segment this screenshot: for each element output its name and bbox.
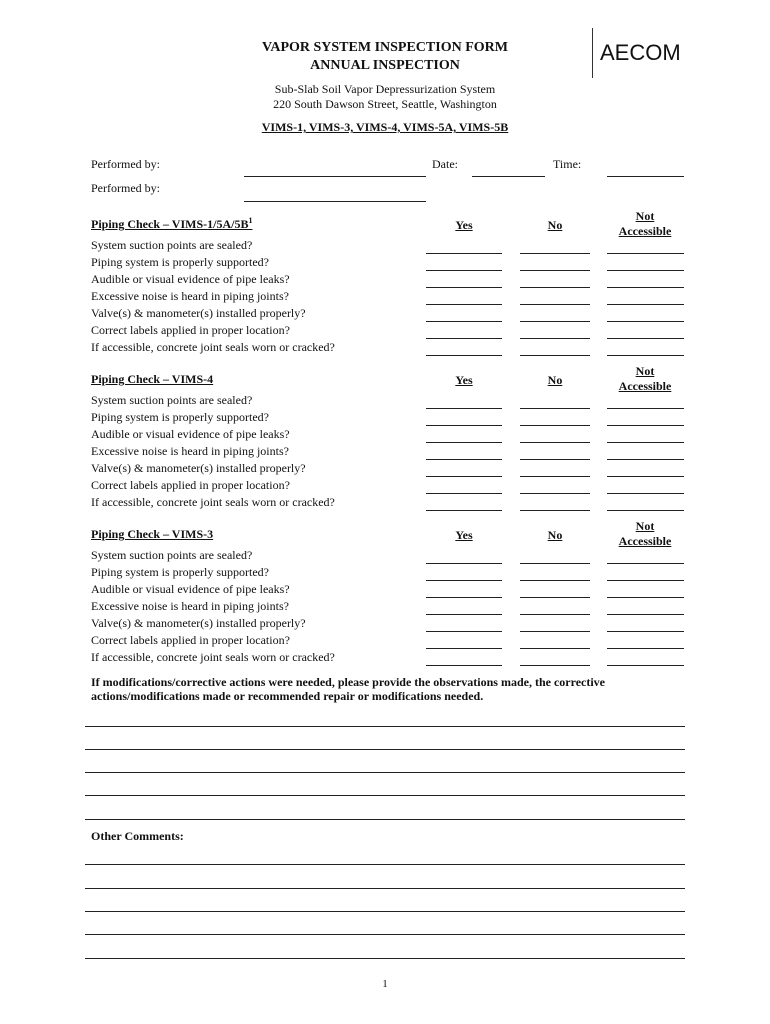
yes-answer-line[interactable] (426, 665, 502, 666)
not-accessible-answer-line[interactable] (607, 580, 684, 581)
not-accessible-answer-line[interactable] (607, 304, 684, 305)
yes-answer-line[interactable] (426, 338, 502, 339)
site-address: 220 South Dawson Street, Seattle, Washington (273, 97, 497, 111)
checklist-item: Correct labels applied in proper location? (91, 323, 290, 337)
no-answer-line[interactable] (520, 459, 590, 460)
section-title-text: Piping Check – VIMS-4 (91, 372, 214, 386)
yes-answer-line[interactable] (426, 648, 502, 649)
no-answer-line[interactable] (520, 563, 590, 564)
performed-by-field-2[interactable] (244, 201, 426, 202)
yes-answer-line[interactable] (426, 425, 502, 426)
checklist-item: If accessible, concrete joint seals worn or cracked? (91, 495, 335, 509)
checklist-item: Correct labels applied in proper location? (91, 478, 290, 492)
column-header-accessible: Accessible (618, 534, 672, 548)
comments-line[interactable] (85, 888, 685, 889)
yes-answer-line[interactable] (426, 287, 502, 288)
checklist-item: System suction points are sealed? (91, 548, 253, 562)
column-header-accessible: Accessible (618, 224, 672, 238)
no-answer-line[interactable] (520, 253, 590, 254)
column-header-not: Not (635, 364, 655, 378)
not-accessible-answer-line[interactable] (607, 355, 684, 356)
performed-by-field-1[interactable] (244, 176, 426, 177)
yes-answer-line[interactable] (426, 597, 502, 598)
comments-line[interactable] (85, 911, 685, 912)
column-header-no: No (547, 528, 563, 542)
column-header-not: Not (635, 209, 655, 223)
checklist-item: Audible or visual evidence of pipe leaks? (91, 582, 290, 596)
not-accessible-answer-line[interactable] (607, 631, 684, 632)
not-accessible-answer-line[interactable] (607, 563, 684, 564)
column-header-yes: Yes (455, 373, 473, 387)
no-answer-line[interactable] (520, 648, 590, 649)
checklist-item: Excessive noise is heard in piping joints? (91, 599, 289, 613)
performed-by-label-2: Performed by: (91, 181, 160, 195)
form-subtitle-title: ANNUAL INSPECTION (310, 58, 460, 73)
checklist-item: Audible or visual evidence of pipe leaks? (91, 427, 290, 441)
no-answer-line[interactable] (520, 408, 590, 409)
not-accessible-answer-line[interactable] (607, 665, 684, 666)
yes-answer-line[interactable] (426, 408, 502, 409)
modifications-line[interactable] (85, 819, 685, 820)
checklist-item: System suction points are sealed? (91, 393, 253, 407)
no-answer-line[interactable] (520, 631, 590, 632)
not-accessible-answer-line[interactable] (607, 648, 684, 649)
no-answer-line[interactable] (520, 614, 590, 615)
yes-answer-line[interactable] (426, 631, 502, 632)
section-title (91, 371, 213, 387)
checklist-item: Audible or visual evidence of pipe leaks? (91, 272, 290, 286)
not-accessible-answer-line[interactable] (607, 442, 684, 443)
yes-answer-line[interactable] (426, 270, 502, 271)
no-answer-line[interactable] (520, 321, 590, 322)
no-answer-line[interactable] (520, 597, 590, 598)
modifications-instruction-line1: If modifications/corrective actions were needed, please provide the observations made, the corrective (91, 675, 606, 689)
logo-divider (592, 28, 593, 78)
yes-answer-line[interactable] (426, 321, 502, 322)
modifications-line[interactable] (85, 772, 685, 773)
modifications-line[interactable] (85, 749, 685, 750)
yes-answer-line[interactable] (426, 510, 502, 511)
not-accessible-answer-line[interactable] (607, 253, 684, 254)
no-answer-line[interactable] (520, 355, 590, 356)
yes-answer-line[interactable] (426, 476, 502, 477)
not-accessible-answer-line[interactable] (607, 321, 684, 322)
yes-answer-line[interactable] (426, 493, 502, 494)
not-accessible-answer-line[interactable] (607, 510, 684, 511)
not-accessible-answer-line[interactable] (607, 287, 684, 288)
no-answer-line[interactable] (520, 580, 590, 581)
modifications-line[interactable] (85, 795, 685, 796)
yes-answer-line[interactable] (426, 563, 502, 564)
systems-list: VIMS-1, VIMS-3, VIMS-4, VIMS-5A, VIMS-5B (261, 120, 509, 134)
section-title-text: Piping Check – VIMS-3 (91, 527, 214, 541)
comments-line[interactable] (85, 864, 685, 865)
column-header-yes: Yes (455, 218, 473, 232)
yes-answer-line[interactable] (426, 442, 502, 443)
date-label: Date: (432, 157, 458, 171)
no-answer-line[interactable] (520, 510, 590, 511)
column-header-accessible: Accessible (618, 379, 672, 393)
modifications-instruction-line2: actions/modifications made or recommended repair or modifications needed. (91, 689, 484, 703)
performed-by-label-1: Performed by: (91, 157, 160, 171)
checklist-item: Piping system is properly supported? (91, 565, 269, 579)
not-accessible-answer-line[interactable] (607, 614, 684, 615)
aecom-logo: AECOM (600, 40, 681, 65)
yes-answer-line[interactable] (426, 355, 502, 356)
no-answer-line[interactable] (520, 442, 590, 443)
section-footnote-marker: 1 (248, 216, 253, 225)
comments-line[interactable] (85, 958, 685, 959)
no-answer-line[interactable] (520, 270, 590, 271)
not-accessible-answer-line[interactable] (607, 338, 684, 339)
no-answer-line[interactable] (520, 304, 590, 305)
checklist-item: If accessible, concrete joint seals worn or cracked? (91, 340, 335, 354)
column-header-no: No (547, 373, 563, 387)
yes-answer-line[interactable] (426, 580, 502, 581)
checklist-item: System suction points are sealed? (91, 238, 253, 252)
checklist-item: Piping system is properly supported? (91, 410, 269, 424)
column-header-not: Not (635, 519, 655, 533)
checklist-item: Piping system is properly supported? (91, 255, 269, 269)
not-accessible-answer-line[interactable] (607, 425, 684, 426)
no-answer-line[interactable] (520, 425, 590, 426)
not-accessible-answer-line[interactable] (607, 493, 684, 494)
other-comments-label: Other Comments: (91, 829, 184, 843)
time-field[interactable] (607, 176, 684, 177)
no-answer-line[interactable] (520, 493, 590, 494)
form-title: VAPOR SYSTEM INSPECTION FORM (262, 40, 508, 55)
modifications-line[interactable] (85, 726, 685, 727)
not-accessible-answer-line[interactable] (607, 597, 684, 598)
date-field[interactable] (472, 176, 545, 177)
not-accessible-answer-line[interactable] (607, 476, 684, 477)
time-label: Time: (553, 157, 582, 171)
yes-answer-line[interactable] (426, 459, 502, 460)
not-accessible-answer-line[interactable] (607, 459, 684, 460)
yes-answer-line[interactable] (426, 253, 502, 254)
no-answer-line[interactable] (520, 665, 590, 666)
column-header-no: No (547, 218, 563, 232)
page-number: 1 (382, 978, 388, 990)
column-header-yes: Yes (455, 528, 473, 542)
checklist-item: If accessible, concrete joint seals worn or cracked? (91, 650, 335, 664)
checklist-item: Valve(s) & manometer(s) installed properly? (91, 616, 306, 630)
checklist-item: Correct labels applied in proper location? (91, 633, 290, 647)
system-name: Sub-Slab Soil Vapor Depressurization System (274, 82, 496, 96)
checklist-item: Excessive noise is heard in piping joints? (91, 289, 289, 303)
checklist-item: Valve(s) & manometer(s) installed properly? (91, 461, 306, 475)
comments-line[interactable] (85, 934, 685, 935)
not-accessible-answer-line[interactable] (607, 270, 684, 271)
not-accessible-answer-line[interactable] (607, 408, 684, 409)
section-title (91, 526, 213, 542)
checklist-item: Excessive noise is heard in piping joints? (91, 444, 289, 458)
section-title-text: Piping Check – VIMS-1/5A/5B (91, 217, 249, 231)
yes-answer-line[interactable] (426, 614, 502, 615)
checklist-item: Valve(s) & manometer(s) installed properly? (91, 306, 306, 320)
no-answer-line[interactable] (520, 338, 590, 339)
no-answer-line[interactable] (520, 287, 590, 288)
yes-answer-line[interactable] (426, 304, 502, 305)
no-answer-line[interactable] (520, 476, 590, 477)
section-title (91, 216, 252, 232)
